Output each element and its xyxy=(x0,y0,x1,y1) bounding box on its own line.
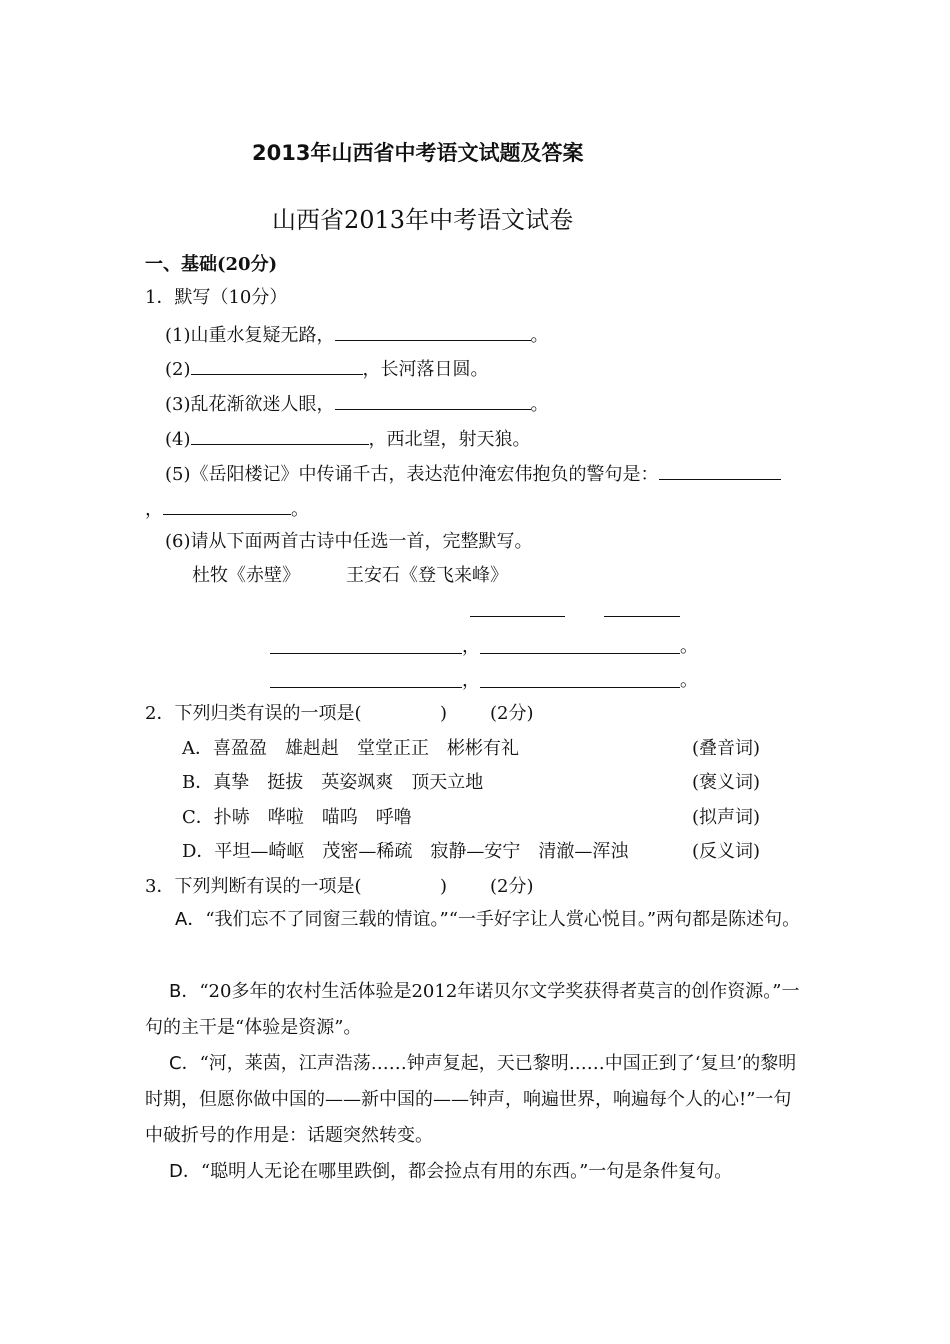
option-text: “河，莱茵，江声浩荡……钟声复起，天已黎明……中国正到了‘复旦’的黎明时期，但愿你做中国的——新中国的——钟声，响遍世界，响遍每个人的心!”一句中破折号的作用是：话题突然转变。 xyxy=(145,1053,797,1146)
poem-title-blank[interactable] xyxy=(470,616,565,617)
punct: ， xyxy=(462,636,480,657)
section-heading-basics: 一、基础(20分) xyxy=(145,254,278,275)
q1-item-2 xyxy=(165,356,489,381)
punct: 。 xyxy=(680,636,698,657)
question-2-stem: 2．下列归类有误的一项是( xyxy=(145,703,362,724)
poem-author-blank[interactable] xyxy=(604,616,680,617)
poem-option-chibi: 杜牧《赤壁》 xyxy=(192,565,300,586)
option-label: A． xyxy=(175,909,206,930)
q1-item-4-text: ，西北望，射天狼。 xyxy=(368,429,531,450)
q2-option-d[interactable]: D．平坦—崎岖 茂密—稀疏 寂静—安宁 清澈—浑浊 xyxy=(182,841,629,862)
option-text: “聪明人无论在哪里跌倒，都会捡点有用的东西。”一句是条件复句。 xyxy=(200,1161,733,1182)
q1-item-4-prompt: (4) xyxy=(165,429,191,450)
punct: 。 xyxy=(680,670,698,691)
question-2-paren: ) xyxy=(440,703,448,724)
q1-item-5-prompt: (5)《岳阳楼记》中传诵千古，表达范仲淹宏伟抱负的警句是： xyxy=(165,464,659,485)
option-label: B． xyxy=(169,981,200,1002)
q1-item-3 xyxy=(165,391,549,416)
poem-line-blank[interactable] xyxy=(480,687,680,688)
q1-item-2-prompt: (2) xyxy=(165,359,191,380)
punct: 。 xyxy=(530,325,549,346)
q1-item-4 xyxy=(165,426,531,451)
poem-line-blank[interactable] xyxy=(270,653,462,654)
q1-item-3-prompt: (3)乱花渐欲迷人眼， xyxy=(165,394,335,415)
option-label: C． xyxy=(169,1053,200,1074)
answer-blank[interactable] xyxy=(163,496,291,515)
punct: 。 xyxy=(291,499,309,520)
poem-line-blank[interactable] xyxy=(480,653,680,654)
option-text: “20多年的农村生活体验是2012年诺贝尔文学奖获得者莫言的创作资源。”一句的主干是“体验是资源”。 xyxy=(145,981,800,1038)
option-text: “我们忘不了同窗三载的情谊。”“一手好字让人赏心悦目。”两句都是陈述句。 xyxy=(205,909,801,930)
punct: 。 xyxy=(530,394,549,415)
question-1-stem: 1．默写（10分） xyxy=(145,287,288,308)
question-2-score: (2分) xyxy=(490,703,534,724)
q2-option-d-tag: (反义词) xyxy=(692,841,761,862)
punct: ， xyxy=(145,499,163,520)
q3-option-d[interactable] xyxy=(145,1154,815,1190)
question-3-paren: ) xyxy=(440,876,448,897)
poem-line-blank[interactable] xyxy=(270,687,462,688)
q1-item-1 xyxy=(165,322,549,347)
q3-option-a[interactable] xyxy=(145,902,815,938)
q1-item-2-text: ，长河落日圆。 xyxy=(362,359,489,380)
document-title: 2013年山西省中考语文试题及答案 xyxy=(252,141,584,165)
q3-option-c[interactable] xyxy=(145,1046,805,1154)
q2-option-c-tag: (拟声词) xyxy=(692,807,761,828)
answer-blank[interactable] xyxy=(659,461,781,480)
q1-item-5-continued xyxy=(145,496,309,521)
question-3-stem: 3．下列判断有误的一项是( xyxy=(145,876,362,897)
answer-blank[interactable] xyxy=(335,391,531,410)
q2-option-b[interactable]: B．真挚 挺拔 英姿飒爽 顶天立地 xyxy=(182,772,484,793)
q2-option-b-tag: (褒义词) xyxy=(692,772,761,793)
q1-item-6: (6)请从下面两首古诗中任选一首，完整默写。 xyxy=(165,531,533,552)
q1-item-1-prompt: (1)山重水复疑无路， xyxy=(165,325,335,346)
q3-option-b[interactable] xyxy=(145,974,815,1046)
option-label: D． xyxy=(169,1161,201,1182)
poem-option-dengfeilaifeng: 王安石《登飞来峰》 xyxy=(346,565,508,586)
answer-blank[interactable] xyxy=(191,356,363,375)
question-3-score: (2分) xyxy=(490,876,534,897)
answer-blank[interactable] xyxy=(335,322,531,341)
punct: ， xyxy=(462,670,480,691)
q1-item-5 xyxy=(165,461,781,486)
q2-option-c[interactable]: C．扑哧 哗啦 喵呜 呼噜 xyxy=(182,807,412,828)
answer-blank[interactable] xyxy=(191,426,369,445)
q2-option-a-tag: (叠音词) xyxy=(692,738,761,759)
exam-title: 山西省2013年中考语文试卷 xyxy=(272,206,574,234)
q2-option-a[interactable]: A．喜盈盈 雄赳赳 堂堂正正 彬彬有礼 xyxy=(182,738,519,759)
